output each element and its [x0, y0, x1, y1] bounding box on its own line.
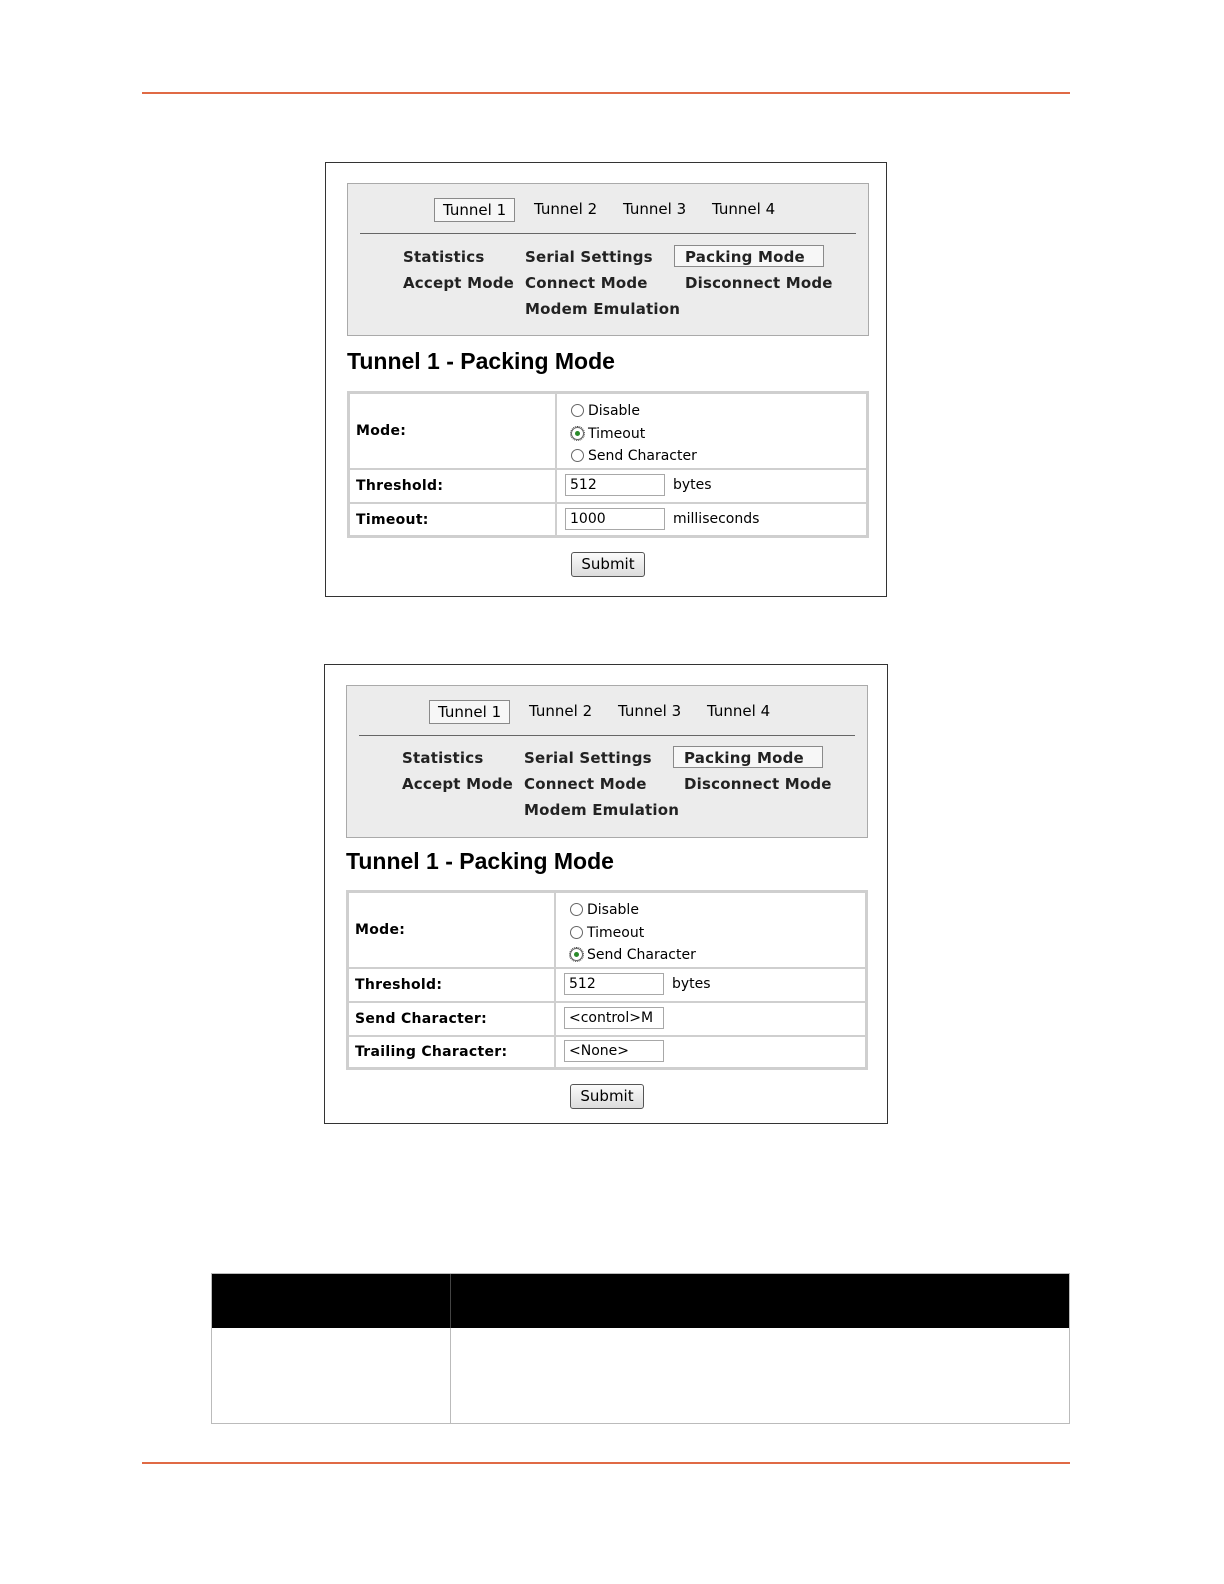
- nav-modem-emulation[interactable]: Modem Emulation: [524, 801, 680, 819]
- table-header-row: [212, 1274, 1069, 1328]
- radio-disable[interactable]: Disable: [570, 899, 639, 921]
- send-character-label: Send Character:: [349, 1003, 556, 1035]
- nav-divider: [359, 735, 855, 736]
- tab-tunnel-3[interactable]: Tunnel 3: [618, 702, 682, 720]
- submit-button[interactable]: Submit: [570, 1084, 644, 1109]
- nav-serial-settings[interactable]: Serial Settings: [524, 749, 652, 767]
- radio-timeout[interactable]: Timeout: [570, 922, 644, 944]
- mode-label: Mode:: [349, 893, 556, 967]
- threshold-label: Threshold:: [349, 969, 556, 1001]
- threshold-unit: bytes: [673, 477, 712, 493]
- nav-accept-mode[interactable]: Accept Mode: [402, 775, 514, 793]
- trailing-character-input[interactable]: <None>: [564, 1040, 664, 1062]
- send-character-row: [349, 1003, 865, 1037]
- settings-description-table: [211, 1273, 1070, 1424]
- nav-statistics[interactable]: Statistics: [402, 749, 484, 767]
- radio-send-character-icon[interactable]: [571, 449, 584, 462]
- nav-connect-mode[interactable]: Connect Mode: [525, 274, 648, 292]
- timeout-input[interactable]: 1000: [565, 508, 665, 530]
- mode-row: [350, 394, 866, 470]
- nav-connect-mode[interactable]: Connect Mode: [524, 775, 647, 793]
- radio-send-character[interactable]: Send Character: [571, 445, 697, 467]
- threshold-row: [350, 470, 866, 504]
- nav-statistics[interactable]: Statistics: [403, 248, 485, 266]
- radio-send-character[interactable]: Send Character: [570, 944, 696, 966]
- packing-mode-screen-timeout: [325, 162, 887, 597]
- tab-tunnel-4[interactable]: Tunnel 4: [712, 200, 776, 218]
- nav-modem-emulation[interactable]: Modem Emulation: [525, 300, 681, 318]
- trailing-character-label: Trailing Character:: [349, 1037, 556, 1067]
- mode-label: Mode:: [350, 394, 557, 468]
- timeout-row: [350, 504, 866, 535]
- footer-rule: [142, 1462, 1070, 1464]
- radio-disable[interactable]: Disable: [571, 400, 640, 422]
- packing-mode-form: [346, 890, 868, 1070]
- threshold-input[interactable]: 512: [565, 474, 665, 496]
- table-header-divider: [450, 1274, 451, 1328]
- nav-disconnect-mode[interactable]: Disconnect Mode: [684, 775, 832, 793]
- submit-button[interactable]: Submit: [571, 552, 645, 577]
- tab-tunnel-1[interactable]: Tunnel 1: [429, 700, 510, 724]
- tab-tunnel-4[interactable]: Tunnel 4: [707, 702, 771, 720]
- page-title: Tunnel 1 - Packing Mode: [347, 348, 615, 374]
- tab-tunnel-3[interactable]: Tunnel 3: [623, 200, 687, 218]
- radio-disable-icon[interactable]: [571, 404, 584, 417]
- mode-row: [349, 893, 865, 969]
- nav-packing-mode[interactable]: Packing Mode: [674, 245, 824, 267]
- radio-disable-icon[interactable]: [570, 903, 583, 916]
- threshold-label: Threshold:: [350, 470, 557, 502]
- nav-accept-mode[interactable]: Accept Mode: [403, 274, 515, 292]
- threshold-row: [349, 969, 865, 1003]
- radio-send-character-selected-icon[interactable]: [570, 948, 583, 961]
- page-title: Tunnel 1 - Packing Mode: [346, 848, 614, 874]
- timeout-label: Timeout:: [350, 504, 557, 535]
- radio-timeout-selected-icon[interactable]: [571, 427, 584, 440]
- tab-tunnel-2[interactable]: Tunnel 2: [529, 702, 593, 720]
- config-nav-panel: [347, 183, 869, 336]
- nav-packing-mode[interactable]: Packing Mode: [673, 746, 823, 768]
- config-nav-panel: [346, 685, 868, 838]
- nav-disconnect-mode[interactable]: Disconnect Mode: [685, 274, 833, 292]
- threshold-input[interactable]: 512: [564, 973, 664, 995]
- tab-tunnel-1[interactable]: Tunnel 1: [434, 198, 515, 222]
- header-rule: [142, 92, 1070, 94]
- nav-serial-settings[interactable]: Serial Settings: [525, 248, 653, 266]
- table-column-divider: [450, 1328, 451, 1423]
- packing-mode-screen-send-character: [324, 664, 888, 1124]
- trailing-character-row: [349, 1037, 865, 1067]
- radio-timeout-icon[interactable]: [570, 926, 583, 939]
- threshold-unit: bytes: [672, 976, 711, 992]
- packing-mode-form: [347, 391, 869, 538]
- timeout-unit: milliseconds: [673, 511, 760, 527]
- radio-timeout[interactable]: Timeout: [571, 423, 645, 445]
- send-character-input[interactable]: <control>M: [564, 1007, 664, 1029]
- nav-divider: [360, 233, 856, 234]
- tab-tunnel-2[interactable]: Tunnel 2: [534, 200, 598, 218]
